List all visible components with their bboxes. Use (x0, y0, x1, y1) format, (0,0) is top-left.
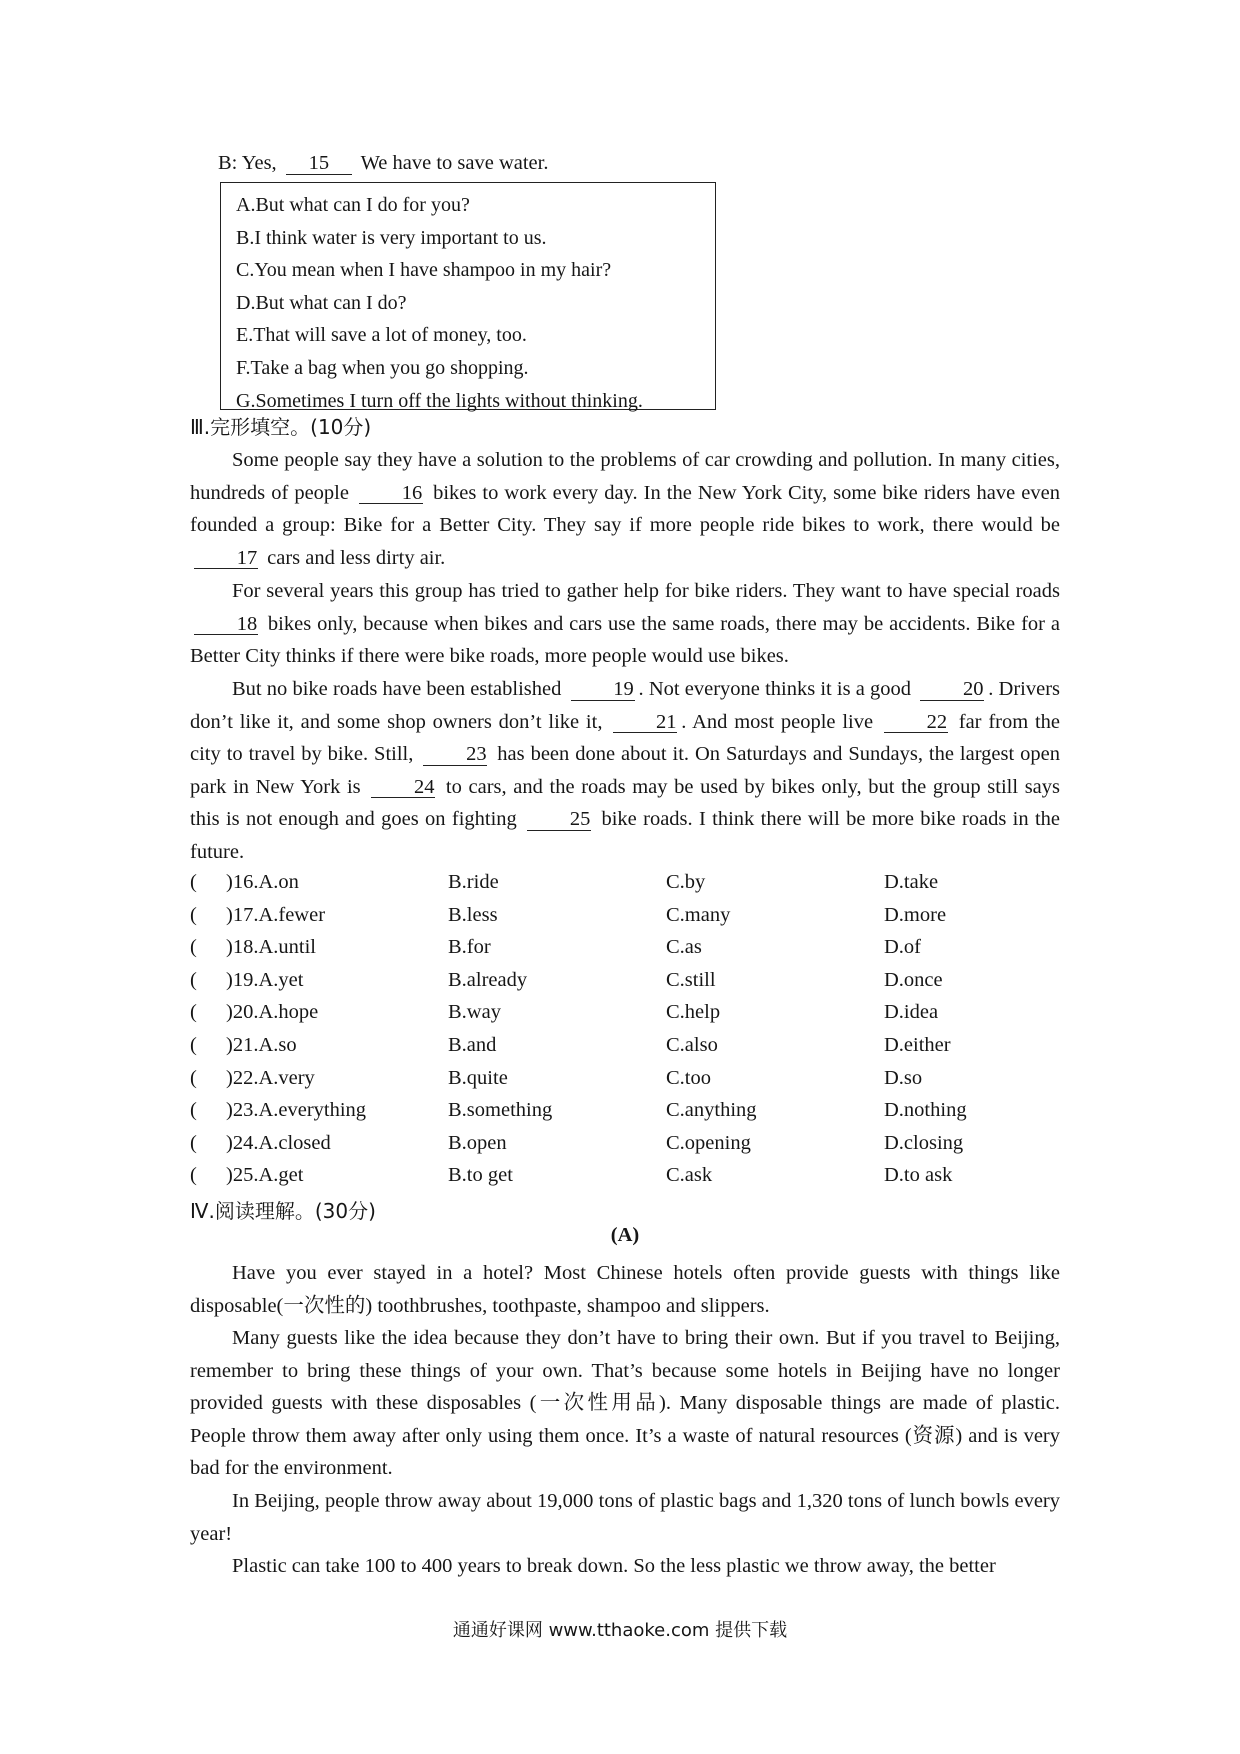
blank-17: 17 (194, 548, 258, 570)
question-row (190, 1127, 1060, 1160)
cloze-text: For several years this group has tried to gather help for bike riders. They want to have special roads (232, 580, 1060, 602)
cloze-text: cars and less dirty air. (267, 546, 446, 569)
answer-paren: ( (190, 903, 197, 926)
cloze-text: has been done about it. On Saturdays and Sundays, the largest open park in New York is (190, 743, 1061, 798)
dialogue-text: We have to save water. (360, 152, 549, 174)
option-a-text: )18.A.until (226, 936, 316, 959)
option-d-text: D.more (884, 903, 947, 926)
option-d-text: D.either (884, 1033, 951, 1056)
cloze-text: Some people say they have a solution to the problems of car crowding and pollution. In many cities, hundreds of people (190, 449, 1060, 504)
option-b-text: B.quite (448, 1066, 508, 1089)
option-b-text: B.and (448, 1033, 497, 1056)
reading-paragraph-2: Many guests like the idea because they don’t have to bring their own. But if you travel to Beijing, remember to bring these things of your own. That’s because some hotels in Beijing have no longer provided guests with these disposables (一次性用品). Many disposable things are made of plastic. People throw them away after only using them once. It’s a waste of natural resources (资源) and is very bad for the environment. (190, 1327, 1060, 1480)
answer-paren: ( (190, 1033, 197, 1056)
option-c-text: C.also (666, 1033, 718, 1056)
option-b-text: B.less (448, 903, 498, 926)
option-c-text: C.as (666, 936, 702, 959)
answer-paren: ( (190, 1131, 197, 1154)
reading-paragraph-4: Plastic can take 100 to 400 years to break down. So the less plastic we throw away, the better (232, 1555, 996, 1577)
option-g: G.Sometimes I turn off the lights without thinking. (236, 389, 643, 412)
option-d-text: D.so (884, 1066, 923, 1089)
option-c-text: C.opening (666, 1131, 751, 1154)
option-d: D.But what can I do? (236, 291, 407, 314)
option-b-text: B.way (448, 1001, 501, 1024)
blank-20: 20 (920, 679, 984, 701)
blank-16: 16 (359, 483, 423, 505)
option-e: E.That will save a lot of money, too. (236, 324, 527, 347)
answer-paren: ( (190, 936, 197, 959)
option-b-text: B.something (448, 1099, 553, 1122)
cloze-paragraph-3 (190, 673, 1060, 869)
option-a-text: )25.A.get (226, 1164, 304, 1187)
blank-19: 19 (571, 679, 635, 701)
option-b-text: B.open (448, 1131, 507, 1154)
cloze-text: to cars, and the roads may be used by bikes only, but the group still says this is not enough and goes on fighting (190, 775, 1061, 831)
cloze-text: But no bike roads have been established (232, 678, 562, 700)
option-b-text: B.ride (448, 871, 499, 893)
passage-label: (A) (610, 1224, 640, 1246)
question-row (190, 1094, 1060, 1127)
option-a-text: )20.A.hope (226, 1001, 319, 1024)
blank-23: 23 (423, 744, 487, 766)
option-a-text: )24.A.closed (226, 1131, 331, 1154)
question-row (190, 1062, 1060, 1095)
section-title-cloze: Ⅲ.完形填空。(10分) (190, 415, 372, 439)
question-row (190, 1029, 1060, 1062)
blank-24: 24 (371, 777, 435, 799)
question-row (190, 996, 1060, 1029)
answer-paren: ( (190, 1099, 197, 1122)
option-b-text: B.for (448, 936, 491, 959)
option-d-text: D.idea (884, 1001, 939, 1024)
question-row (190, 964, 1060, 997)
option-d-text: D.of (884, 936, 922, 959)
cloze-question-list (190, 866, 1060, 1192)
blank-15: 15 (286, 153, 352, 175)
cloze-text: far from the city to travel by bike. Still, (190, 710, 1061, 766)
option-a-text: )22.A.very (226, 1066, 315, 1089)
cloze-text: . Drivers don’t like it, and some shop owners don’t like it, (190, 678, 1061, 733)
option-box (220, 182, 716, 410)
option-f: F.Take a bag when you go shopping. (236, 356, 529, 379)
option-c: C.You mean when I have shampoo in my hair? (236, 259, 612, 282)
option-c-text: C.help (666, 1001, 721, 1024)
answer-paren: ( (190, 871, 197, 893)
question-row (190, 931, 1060, 964)
option-b-text: B.already (448, 968, 528, 991)
question-row (190, 1159, 1060, 1192)
blank-18: 18 (194, 614, 258, 636)
cloze-text: bikes only, because when bikes and cars use the same roads, there may be accidents. Bike for a Better City thinks if there were bike roads, more people would use bikes. (190, 612, 1060, 668)
blank-22: 22 (884, 712, 948, 734)
cloze-text: bike roads. I think there will be more bike roads in the future. (190, 808, 1061, 863)
question-row (190, 866, 1060, 899)
cloze-paragraph-2 (190, 575, 1060, 673)
footer-source-credit: 通通好课网 www.tthaoke.com 提供下载 (452, 1620, 788, 1641)
option-d-text: D.to ask (884, 1164, 953, 1187)
dialogue-line-b (218, 152, 548, 175)
option-c-text: C.many (666, 903, 731, 926)
answer-paren: ( (190, 1001, 197, 1024)
answer-paren: ( (190, 968, 197, 991)
dialogue-speaker: B: Yes, (218, 152, 277, 174)
cloze-text: . And most people live (681, 710, 874, 733)
option-b-text: B.to get (448, 1164, 513, 1187)
option-a-text: )17.A.fewer (226, 903, 326, 926)
blank-21: 21 (613, 712, 677, 734)
reading-paragraph-3: In Beijing, people throw away about 19,000 tons of plastic bags and 1,320 tons of lunch bowls every year! (190, 1490, 1060, 1545)
reading-paragraph-1: Have you ever stayed in a hotel? Most Chinese hotels often provide guests with things like disposable(一次性的) toothbrushes, toothpaste, shampoo and slippers. (190, 1262, 1060, 1317)
option-c-text: C.too (666, 1066, 711, 1089)
section-title-reading: Ⅳ.阅读理解。(30分) (190, 1199, 376, 1223)
option-a-text: )16.A.on (226, 871, 299, 893)
option-d-text: D.nothing (884, 1099, 967, 1122)
question-row (190, 899, 1060, 932)
option-b: B.I think water is very important to us. (236, 226, 547, 249)
option-c-text: C.still (666, 968, 716, 991)
cloze-paragraph-1 (190, 444, 1060, 574)
answer-paren: ( (190, 1164, 197, 1187)
option-a: A.But what can I do for you? (236, 194, 470, 216)
option-a-text: )19.A.yet (226, 968, 304, 991)
option-a-text: )21.A.so (226, 1033, 297, 1056)
option-c-text: C.anything (666, 1099, 757, 1122)
option-a-text: )23.A.everything (226, 1099, 367, 1122)
blank-25: 25 (527, 809, 591, 831)
cloze-text: bikes to work every day. In the New York City, some bike riders have even founded a group: Bike for a Better City. They say if more people ride bikes to work, there would be (190, 481, 1061, 537)
option-d-text: D.closing (884, 1131, 964, 1154)
option-d-text: D.take (884, 871, 939, 893)
option-c-text: C.by (666, 871, 706, 893)
cloze-text: . Not everyone thinks it is a good (638, 678, 912, 700)
option-d-text: D.once (884, 968, 943, 991)
answer-paren: ( (190, 1066, 197, 1089)
option-c-text: C.ask (666, 1164, 713, 1187)
